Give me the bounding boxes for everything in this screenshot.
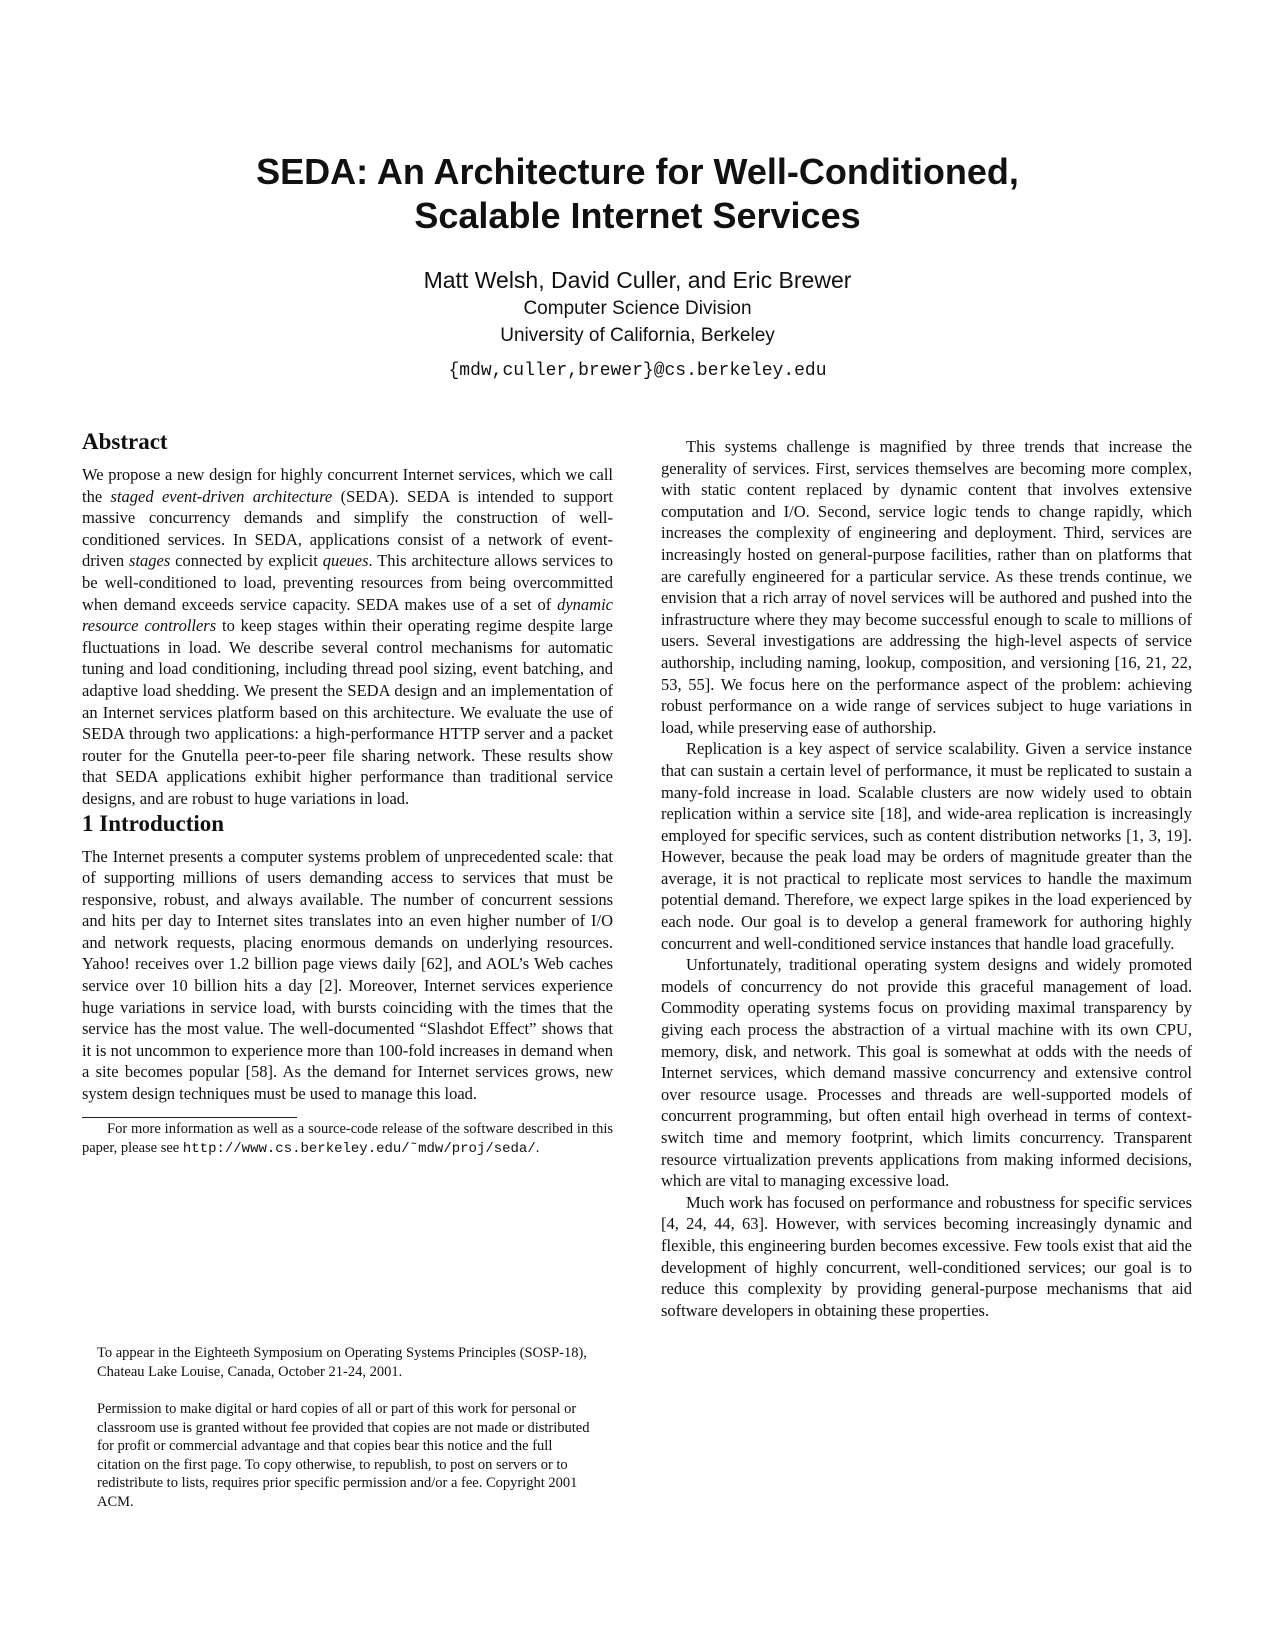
introduction-paragraph: The Internet presents a computer systems problem of unprecedented scale: that of supporting millions of users demanding access to services that must be responsive, robust, and always available. The number of concurrent sessions and hits per day to Internet sites translates into an even higher number of I/O and network requests, placing enormous demands on underlying resources. Yahoo! receives over 1.2 billion page views daily [62], and AOL’s Web caches service over 10 billion hits a day [2]. Moreover, Internet services experience huge variations in service load, with bursts coinciding with the times that the service has the most value. The well-documented “Slashdot Effect” shows that it is not uncommon to experience more than 100-fold increases in demand when a site becomes popular [58]. As the demand for Internet services grows, new system design techniques must be used to manage this load. <box>82 846 613 1104</box>
introduction-heading: 1 Introduction <box>82 810 225 836</box>
footnote-text: For more information as well as a source-code release of the software described in this paper, please see <box>82 1120 613 1156</box>
footnote-divider <box>82 1117 297 1118</box>
title-line-1: SEDA: An Architecture for Well-Conditioned, <box>256 151 1019 192</box>
abstract-emphasis: stages <box>129 551 171 571</box>
body-paragraph: Unfortunately, traditional operating system designs and widely promoted models of concurrency do not provide this graceful management of load. Commodity operating systems focus on providing maximal transparency by giving each process the abstraction of a virtual machine with its own CPU, memory, disk, and network. This goal is somewhat at odds with the needs of Internet services, which demand massive concurrency and extensive control over resource usage. Processes and threads are well-supported models of concurrent programming, but often entail high overhead in terms of context-switch time and memory footprint, which limits concurrency. Transparent resource virtualization prevents applications from making informed decisions, which are vital to managing excessive load. <box>661 955 1192 1191</box>
abstract-body <box>82 464 613 810</box>
paper-title <box>0 150 1275 238</box>
abstract-text: (SEDA). SEDA is intended to support massive concurrency demands and simplify the construction of well-conditioned services. In SEDA, applications consist of a network of event-driven <box>82 486 613 571</box>
abstract-heading: Abstract <box>82 429 168 454</box>
right-column <box>661 436 1192 1321</box>
abstract-emphasis: staged event-driven architecture <box>110 486 333 506</box>
affiliation-university: University of California, Berkeley <box>500 325 775 346</box>
symposium-note: To appear in the Eighteeth Symposium on Operating Systems Principles (SOSP-18), Chateau Lake Louise, Canada, October 21-24, 2001. <box>97 1345 587 1380</box>
abstract-text: . This architecture allows services to be well-conditioned to load, preventing resources from being overcommitted when demand exceeds service capacity. SEDA makes use of a set of <box>82 551 613 614</box>
affiliation-division: Computer Science Division <box>523 298 752 319</box>
abstract-text: connected by explicit <box>170 551 323 571</box>
abstract-emphasis: queues <box>322 551 369 571</box>
permission-notice: Permission to make digital or hard copies of all or part of this work for personal or classroom use is granted without fee provided that copies are not made or distributed for profit or commercial advantage and that copies bear this notice and the full citation on the first page. To copy otherwise, to republish, to post on servers or to redistribute to lists, requires prior specific permission and/or a fee. Copyright 2001 ACM. <box>97 1401 590 1510</box>
abstract-emphasis: dynamic resource controllers <box>82 594 613 636</box>
body-paragraph: This systems challenge is magnified by three trends that increase the generality of services. First, services themselves are becoming more complex, with static content replaced by dynamic content that involves extensive computation and I/O. Second, service logic tends to change rapidly, which increases the complexity of engineering and deployment. Third, services are increasingly hosted on general-purpose facilities, rather than on platforms that are carefully engineered for a particular service. As these trends continue, we envision that a rich array of novel services will be authored and pushed into the infrastructure where they may become successful enough to scale to millions of users. Several investigations are addressing the high-level aspects of service authorship, including naming, lookup, composition, and versioning [16, 21, 22, 53, 55]. We focus here on the performance aspect of the problem: achieving robust performance on a wide range of services subject to huge variations in load, while preserving ease of authorship. <box>661 437 1192 737</box>
abstract-text: to keep stages within their operating regime despite large fluctuations in load. We describe several control mechanisms for automatic tuning and load conditioning, including thread pool sizing, event batching, and adaptive load shedding. We present the SEDA design and an implementation of an Internet services platform based on this architecture. We evaluate the use of SEDA through two applications: a high-performance HTTP server and a packet router for the Gnutella peer-to-peer file sharing network. These results show that SEDA applications exhibit higher performance than traditional service designs, and are robust to huge variations in load. <box>82 616 613 808</box>
project-link[interactable]: http://www.cs.berkeley.edu/˜mdw/proj/seda/ <box>182 1140 536 1157</box>
footnote <box>82 1120 613 1159</box>
footnote-end: . <box>535 1139 540 1156</box>
author-list: Matt Welsh, David Culler, and Eric Brewer <box>423 267 852 293</box>
body-paragraph: Replication is a key aspect of service scalability. Given a service instance that can sustain a certain level of performance, it must be replicated to sustain a many-fold increase in load. Scalable clusters are now widely used to obtain replication within a service site [18], and wide-area replication is increasingly employed for specific services, such as content distribution networks [1, 3, 19]. However, because the peak load may be orders of magnitude greater than the average, it is not practical to replicate most services to handle the maximum potential demand. Therefore, we expect large spikes in the load experienced by each node. Our goal is to develop a general framework for authoring highly concurrent and well-conditioned service instances that handle load gracefully. <box>661 739 1192 953</box>
title-line-2: Scalable Internet Services <box>414 195 861 236</box>
left-column <box>82 428 613 1159</box>
author-email: {mdw,culler,brewer}@cs.berkeley.edu <box>448 361 827 381</box>
abstract-text: We propose a new design for highly concurrent Internet services, which we call the <box>82 465 613 506</box>
body-paragraph: Much work has focused on performance and robustness for specific services [4, 24, 44, 63]. However, with services becoming increasingly dynamic and flexible, this engineering burden becomes excessive. Few tools exist that aid the development of highly concurrent, well-conditioned services; our goal is to reduce this complexity by providing general-purpose mechanisms that aid software developers in obtaining these properties. <box>661 1192 1192 1320</box>
